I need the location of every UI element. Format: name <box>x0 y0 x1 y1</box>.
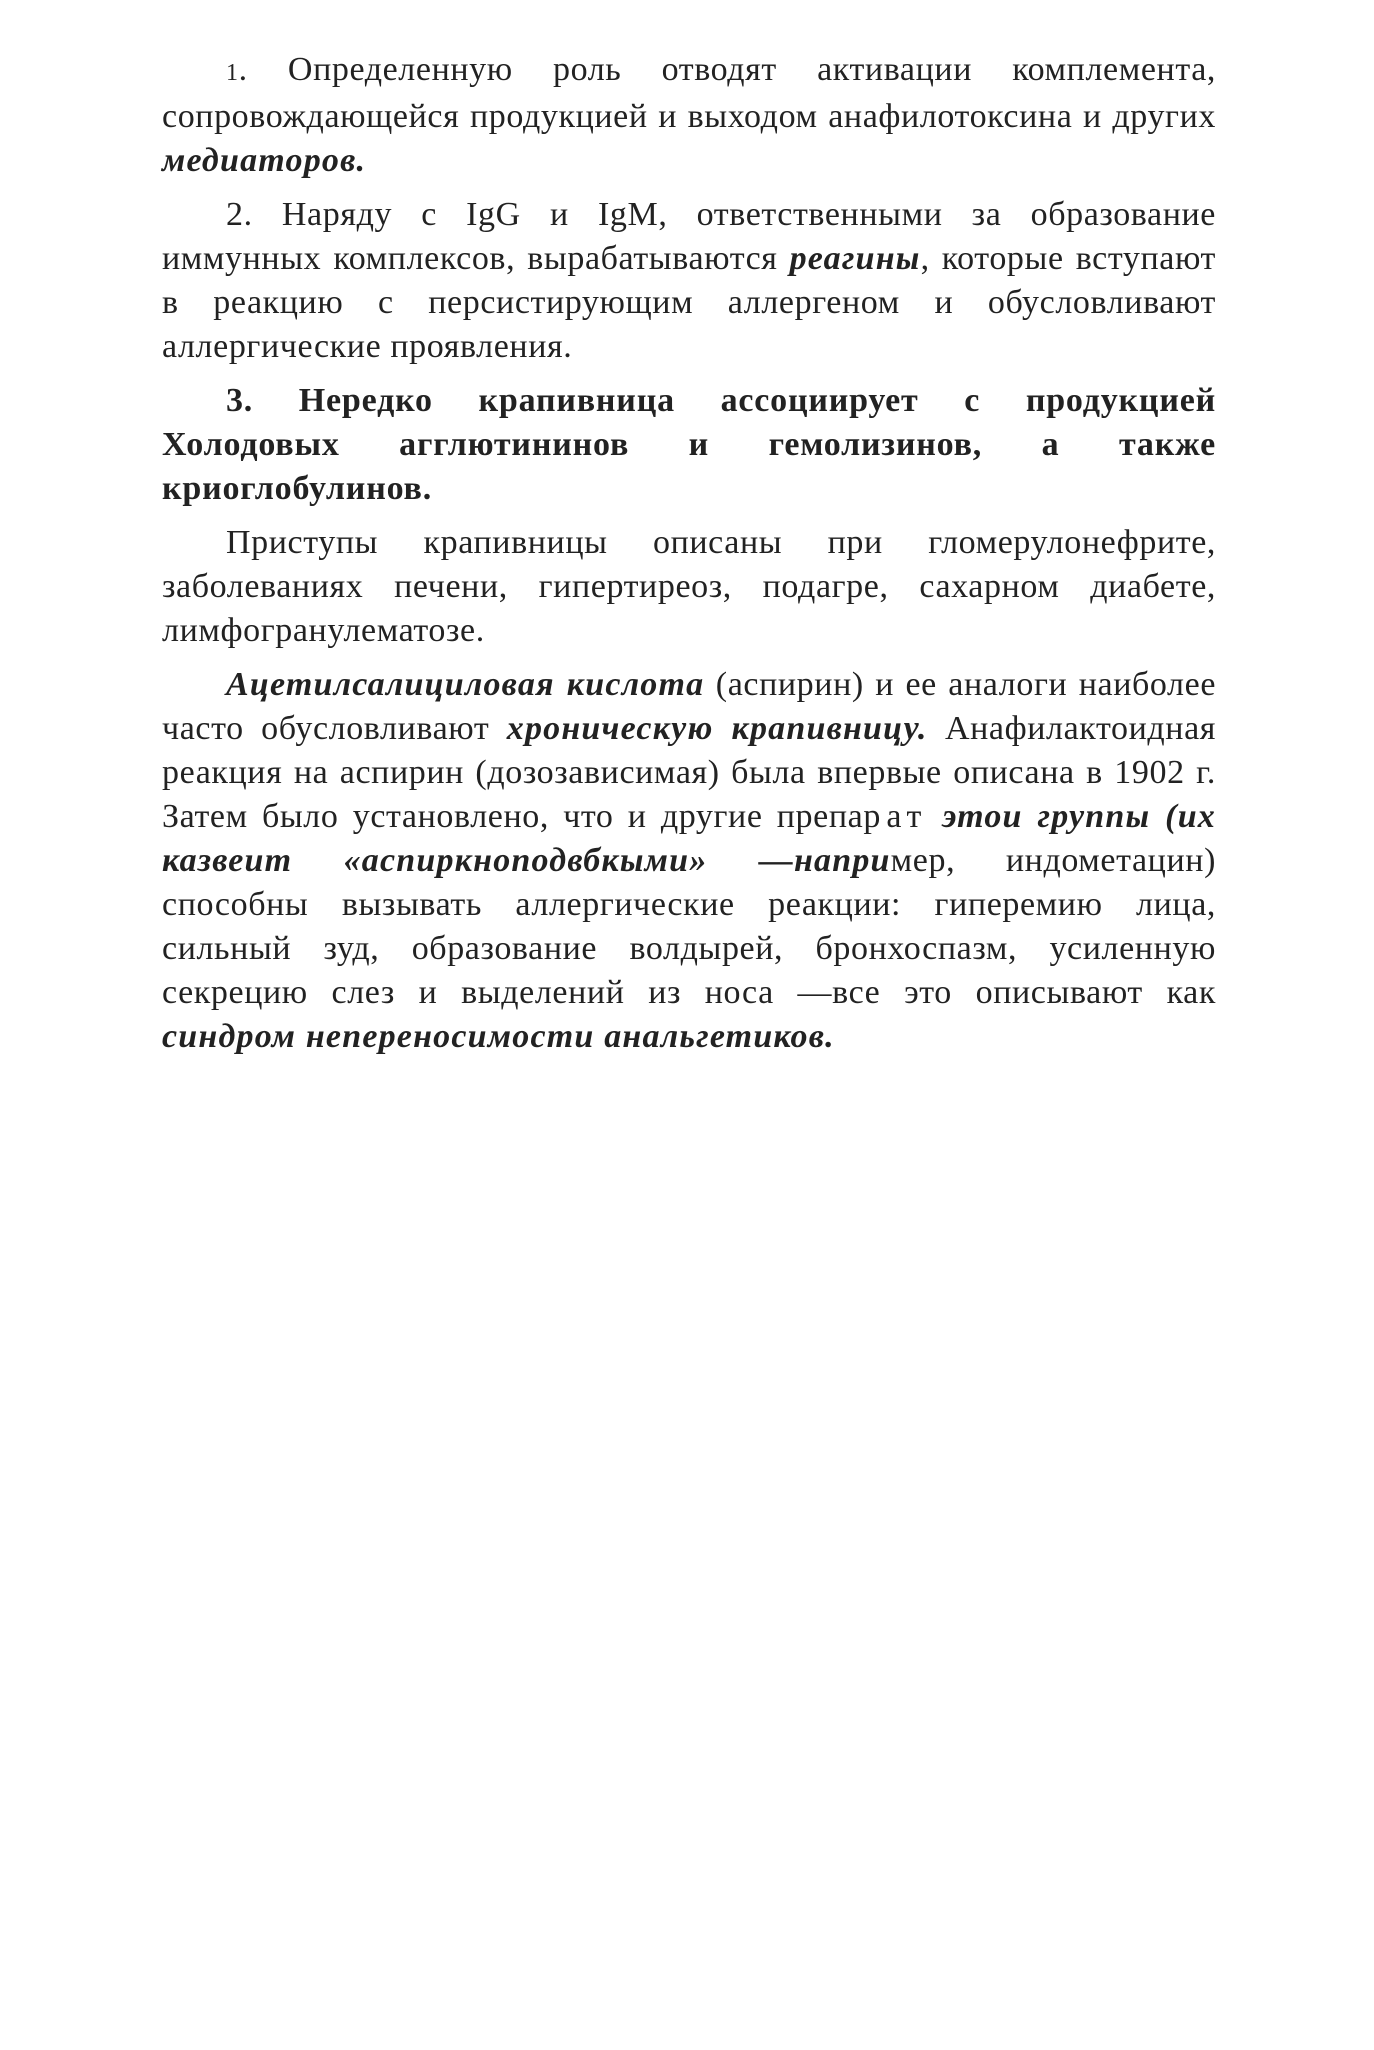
paragraph-text: (аспирин) и ее аналоги наиболее часто обусловливают <box>162 666 1217 747</box>
emphasis-text: этои группы (их казвеит «аспиркноподвбкыми» —напри <box>162 798 1217 879</box>
paragraph-text: , которые вступают в реакцию с персистирующим аллергеном и обусловливают аллергические проявления. <box>162 240 1216 365</box>
paragraph-reagins <box>162 193 1216 369</box>
paragraph-aspirin <box>162 663 1216 1059</box>
document-page <box>162 48 1216 1069</box>
paragraph-text: Приступы крапивницы описаны при гломерулонефрите, заболеваниях печени, гипертиреоз, подагре, сахарном диабете, лимфогранулематозе. <box>162 524 1216 649</box>
paragraph-cold-agglutinins <box>162 379 1216 511</box>
emphasis-text: реагины <box>789 240 921 277</box>
paragraph-text: мер, индометацин) способны вызывать аллергические реакции: гиперемию лица, сильный зуд, образование волдырей, бронхоспазм, усиленную секрецию слез и выделений из носа —все это описывают как <box>162 842 1216 1011</box>
spaced-text: рат <box>863 798 928 835</box>
list-number: 1 <box>226 60 239 86</box>
paragraph-text: Анафилактоидная реакция на аспирин (дозозависимая) была впервые описана в 1902 г. Затем было установлено, что и другие препа <box>162 710 1216 835</box>
emphasis-text: Ацетилсалициловая кислота <box>226 666 705 703</box>
emphasis-text: хроническую крапивницу. <box>506 710 928 747</box>
paragraph-text: 3. Нередко крапивница ассоциирует с продукцией Холодовых агглютининов и гемолизинов, а также криоглобулинов. <box>162 382 1216 507</box>
paragraph-complement-activation <box>162 48 1216 183</box>
emphasis-text: медиаторов. <box>162 142 367 179</box>
emphasis-text: синдром непереносимости анальгетиков. <box>162 1018 835 1055</box>
paragraph-text: . Определенную роль отводят активации комплемента, сопровождающейся продукцией и выходом анафилотоксина и других <box>162 51 1216 135</box>
paragraph-text: 2. Наряду с IgG и IgM, ответственными за образование иммунных комплексов, вырабатываются <box>162 196 1216 277</box>
paragraph-urticaria-attacks <box>162 521 1216 653</box>
